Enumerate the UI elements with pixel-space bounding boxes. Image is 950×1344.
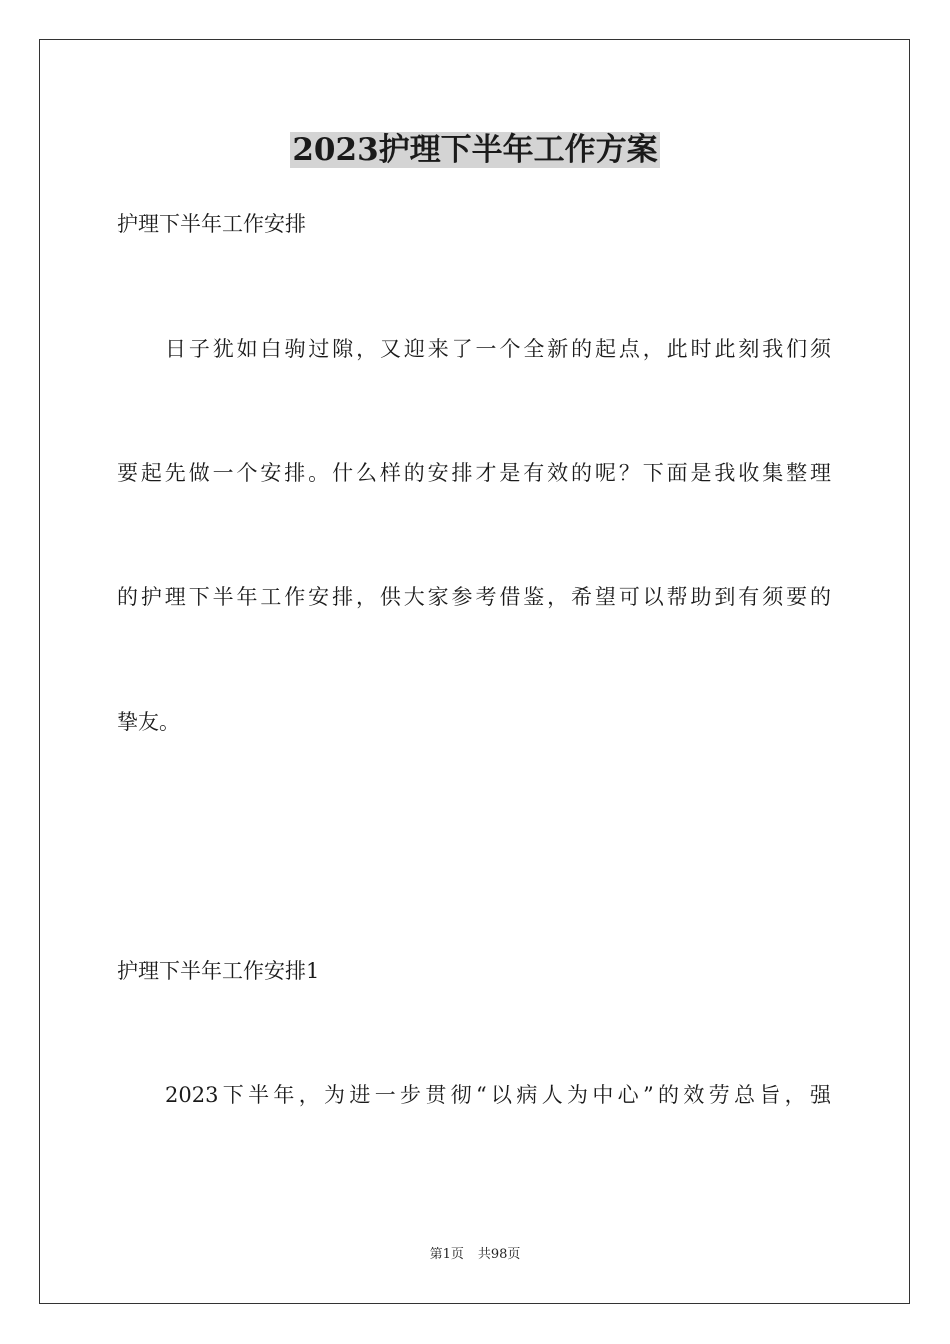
page-number-total: 共98页 [477,1247,521,1262]
page-footer [0,1245,950,1265]
intro-line-3: 的护理下半年工作安排，供大家参考借鉴，希望可以帮助到有须要的 [117,585,831,609]
page-number-current: 第1页 [429,1247,464,1262]
intro-line-1: 日子犹如白驹过隙，又迎来了一个全新的起点，此时此刻我们须 [165,337,831,361]
document-title-text: 2023护理下半年工作方案 [292,132,658,168]
intro-line-2: 要起先做一个安排。什么样的安排才是有效的呢？下面是我收集整理 [117,461,831,485]
section-heading: 护理下半年工作安排1 [117,959,320,983]
document-title [0,126,950,174]
document-subtitle: 护理下半年工作安排 [117,212,306,236]
intro-line-4: 挚友。 [117,710,180,734]
section-line-1: 2023下半年，为进一步贯彻“以病人为中心”的效劳总旨，强 [165,1083,831,1107]
